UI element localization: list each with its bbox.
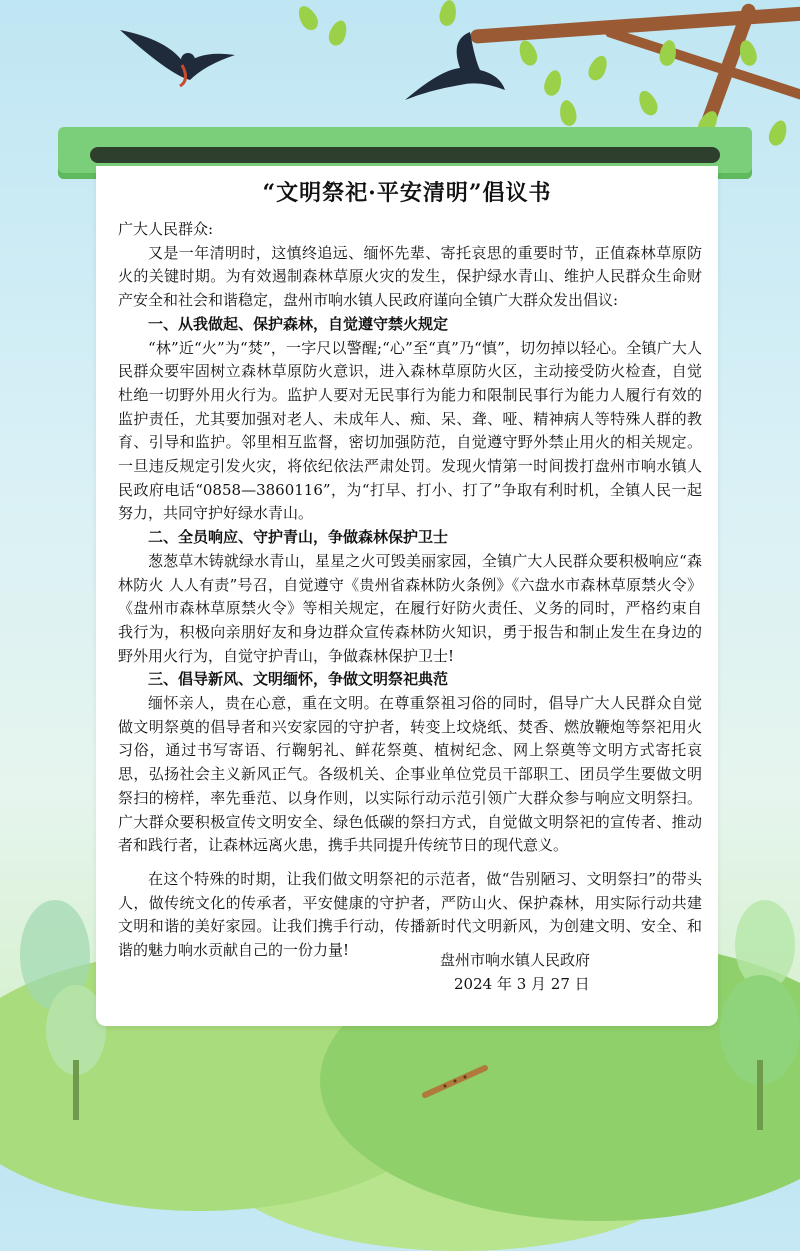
scroll-rod: [90, 147, 720, 163]
intro-paragraph: 又是一年清明时，这慎终追远、缅怀先辈、寄托哀思的重要时节，正值森林草原防火的关键时期。为有效遏制森林草原火灾的发生，保护绿水青山、维护人民群众生命财产安全和社会和谐稳定，盘州市响水镇人民政府谨向全镇广大群众发出倡议:: [118, 243, 702, 310]
signature-date: 2024 年 3 月 27 日: [454, 975, 590, 993]
tree-trunk: [757, 1060, 763, 1130]
signature-block: [440, 948, 660, 996]
section-heading: 二、全员响应、守护青山，争做森林保护卫士: [148, 528, 449, 547]
leaf-icon: [737, 38, 759, 67]
leaf-icon: [585, 53, 610, 83]
greeting: 广大人民群众:: [118, 220, 214, 238]
swallow-bird-icon: [110, 10, 240, 90]
leaf-icon: [516, 38, 540, 68]
leaf-icon: [766, 118, 790, 148]
leaf-icon: [326, 18, 350, 48]
leaf-icon: [635, 88, 660, 118]
closing-paragraph: 在这个特殊的时期，让我们做文明祭祀的示范者，做“告别陋习、文明祭扫”的带头人，做传统文化的传承者，平安健康的守护者，严防山火、保护森林，用实际行动共建文明和谐的美好家园。让我们携手行动，传播新时代文明新风，为创建文明、安全、和谐的魅力响水贡献自己的一份力量!: [118, 869, 702, 960]
section-paragraph: “林”近“火”为“焚”，一字尺以警醒;“心”至“真”乃“慎”，切勿掉以轻心。全镇广大人民群众要牢固树立森林草原防火意识，进入森林草原防火区，主动接受防火检查，自觉杜绝一切野外用火行为。监护人要对无民事行为能力和限制民事行为能力人履行有效的监护责任，尤其要加强对老人、未成年人、痴、呆、聋、哑、精神病人等特殊人群的教育、引导和监护。邻里相互监督，密切加强防范，自觉遵守野外禁止用火的相关规定。一旦违反规定引发火灾，将依纪依法严肃处罚。发现火情第一时间拨打盘州市响水镇人民政府电话“0858—3860116”，为“打早、打小、打了”争取有利时机，全镇人民一起努力，共同守护好绿水青山。: [118, 338, 702, 523]
signature-org: 盘州市响水镇人民政府: [440, 951, 591, 969]
section-paragraph: 缅怀亲人，贵在心意，重在文明。在尊重祭祖习俗的同时，倡导广大人民群众自觉做文明祭奠的倡导者和兴安家园的守护者，转变上坟烧纸、焚香、燃放鞭炮等祭祀用火习俗，通过书写寄语、行鞠躬礼、鲜花祭奠、植树纪念、网上祭奠等文明方式寄托哀思，弘扬社会主义新风正气。各级机关、企事业单位党员干部职工、团员学生要做文明祭扫的榜样，率先垂范、以身作则，以实际行动示范引领广大群众参与响应文明祭扫。广大群众要积极宣传文明安全、绿色低碳的祭扫方式，自觉做文明祭祀的宣传者、推动者和践行者，让森林远离火患，携手共同提升传统节日的现代意义。: [118, 694, 702, 855]
section-heading: 一、从我做起、保护森林，自觉遵守禁火规定: [148, 314, 449, 333]
section-heading: 三、倡导新风、文明缅怀，争做文明祭祀典范: [148, 670, 449, 689]
tree-trunk: [73, 1060, 79, 1120]
leaf-icon: [438, 0, 458, 27]
leaf-icon: [295, 3, 322, 34]
leaf-icon: [542, 68, 564, 97]
document-title: “文明祭祀·平安清明”倡议书: [262, 180, 552, 206]
tree-branch: [604, 26, 800, 103]
section-paragraph: 葱葱草木铸就绿水青山，星星之火可毁美丽家园，全镇广大人民群众要积极响应“森林防火 人人有责”号召，自觉遵守《贵州省森林防火条例》《六盘水市森林草原禁火令》《盘州市森林草原禁火令》等相关规定，在履行好防火责任、义务的同时，严格约束自我行为，积极向亲朋好友和身边群众宣传森林防火知识，勇于报告和制止发生在身边的野外用火行为，自觉守护青山，争做森林保护卫士!: [118, 551, 702, 665]
document-body: [118, 218, 702, 963]
flute-icon: [420, 1060, 490, 1100]
swallow-bird-icon: [400, 30, 510, 110]
leaf-icon: [558, 99, 578, 127]
